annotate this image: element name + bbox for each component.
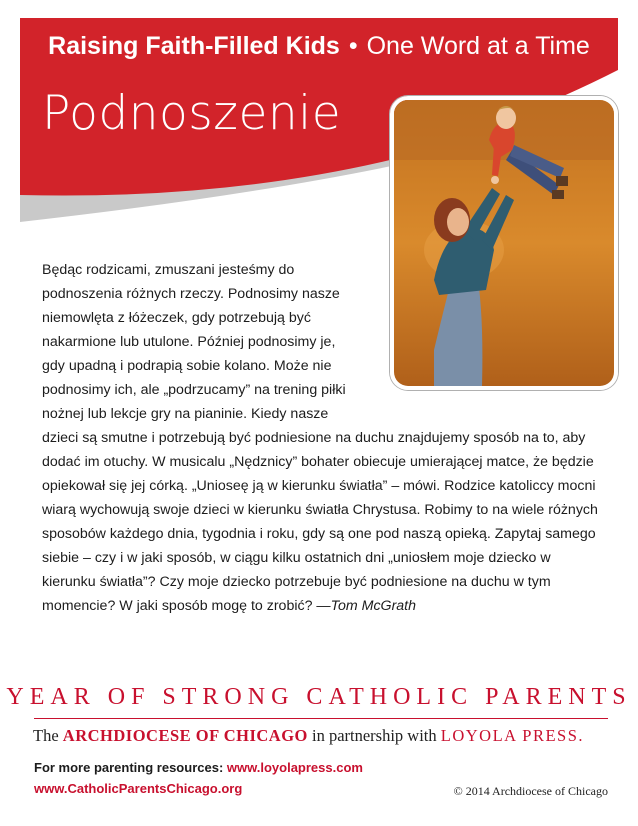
header-tagline	[0, 32, 638, 61]
tagline-bold: Raising Faith-Filled Kids	[48, 32, 340, 60]
partner-middle: in partnership with	[311, 726, 437, 745]
tagline-separator: •	[348, 32, 358, 60]
partner-prefix: The	[33, 726, 59, 745]
body-paragraph: Będąc rodzicami, zmuszani jesteśmy do podnoszenia różnych rzeczy. Podnosimy nasze niemowlęta z łóżeczek, gdy potrzebują być nakarmione lub utulone. Później podnosimy je, gdy upadną i podrapią sobie kolano. Może nie podnosimy ich, ale „podrzucamy” na trening piłki nożnej lub lekcje gry na pianinie. Kiedy nasze dzieci są smutne i potrzebują być podniesione na duchu znajdujemy sposób na to, aby dodać im otuchy. W musicalu „Nędznicy” bohater obiecuje umierającej matce, że będzie opiekował się jej córką. „Unioseę ją w kierunku światła” – mówi. Rodzice katoliccy mocni wiarą wychowują swoje dzieci w kierunku światła Chrystusa. Robimy to na wiele różnych sposobów każdego dnia, tygodnia i roku, gdy są one pod naszą opieką. Zapytaj samego siebie – czy i w jaki sposób, w ciągu kilku ostatnich dni „uniosłem moje dziecko w kierunku światła”? Czy moje dziecko potrzebuje być podniesione na duchu w tym momencie? W jaki sposób mogę to zrobić? —	[42, 262, 598, 614]
loyolapress-link[interactable]: www.loyolapress.com	[226, 760, 363, 775]
year-title: YEAR OF STRONG CATHOLIC PARENTS	[6, 684, 632, 710]
catholic-parents-link[interactable]: www.CatholicParentsChicago.org	[34, 781, 243, 796]
photo-spacer	[360, 258, 604, 404]
footer-divider	[34, 718, 608, 719]
resources-line	[34, 760, 363, 775]
body-text	[42, 258, 604, 618]
page-title: Podnoszenie	[42, 86, 342, 141]
partner-line	[33, 726, 613, 746]
tagline-light: One Word at a Time	[366, 32, 590, 60]
resources-label: For more parenting resources:	[34, 760, 224, 775]
archdiocese-name: ARCHDIOCESE OF CHICAGO	[62, 726, 308, 745]
loyola-press-logo: LOYOLA PRESS.	[440, 726, 585, 745]
author-name: Tom McGrath	[330, 598, 417, 614]
copyright-text: © 2014 Archdiocese of Chicago	[453, 784, 608, 798]
